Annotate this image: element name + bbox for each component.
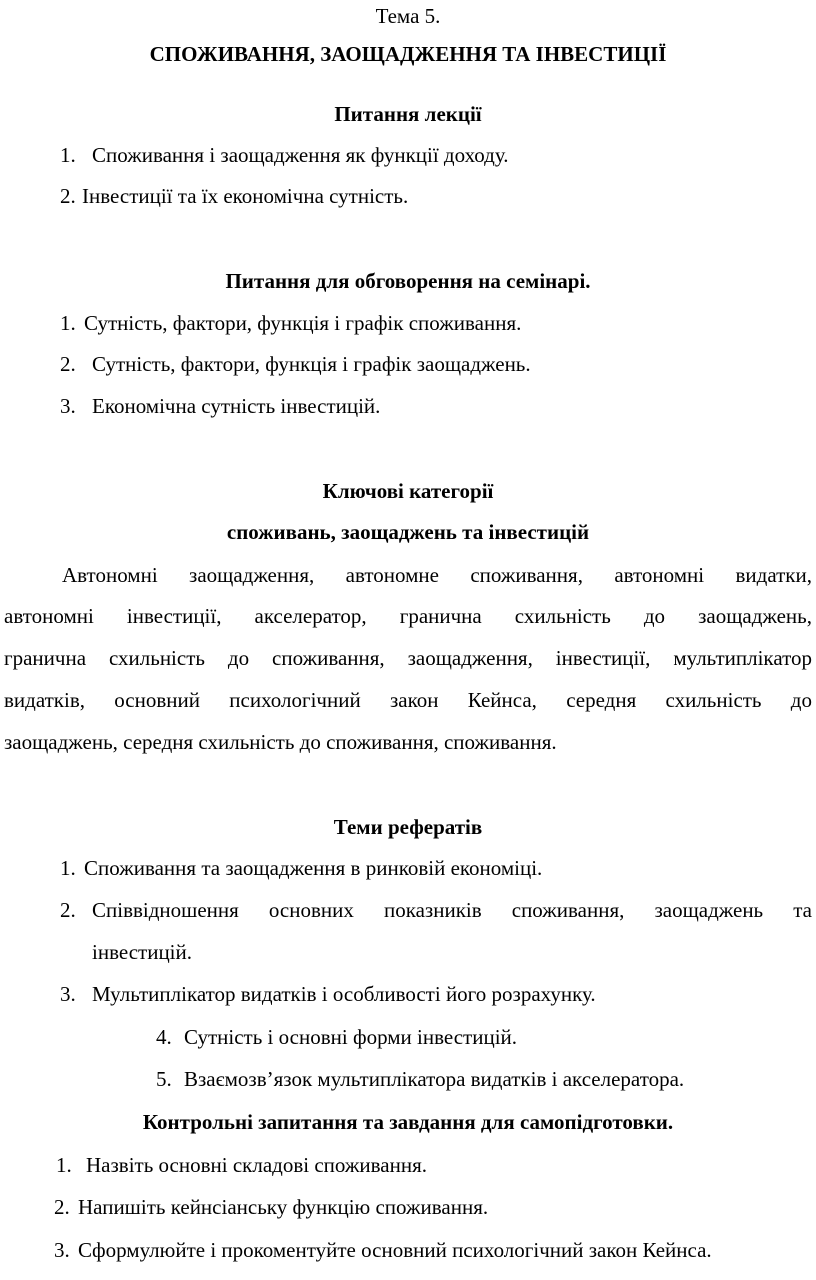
categories-text-line: Автономні заощадження, автономне споживання, автономні видатки, [62, 563, 812, 587]
essay-item-text: Співвідношення основних показників споживання, заощаджень та [92, 898, 812, 922]
essay-item [60, 984, 596, 1005]
topic-label: Тема 5. [375, 4, 441, 28]
self-study-item [54, 1197, 488, 1218]
self-study-item [54, 1240, 712, 1261]
essay-item-number: 2. [60, 898, 76, 922]
seminar-item-number: 1. [60, 311, 76, 335]
categories-text-line: автономні інвестиції, акселератор, гранична схильність до заощаджень, [4, 604, 812, 628]
self-study-heading: Контрольні запитання та завдання для самопідготовки. [142, 1110, 674, 1134]
seminar-item [60, 313, 521, 334]
self-study-item [56, 1155, 427, 1176]
seminar-item-text: Економічна сутність інвестицій. [92, 394, 381, 418]
self-study-item-number: 3. [54, 1238, 70, 1262]
essay-item [156, 1069, 684, 1090]
essay-item [60, 858, 542, 879]
lecture-item [60, 186, 408, 207]
essay-item-text: Споживання та заощадження в ринковій економіці. [84, 856, 543, 880]
lecture-item [60, 145, 509, 166]
essays-heading: Теми рефератів [333, 815, 483, 839]
seminar-item-text: Сутність, фактори, функція і графік споживання. [84, 311, 522, 335]
seminar-item-number: 2. [60, 352, 76, 376]
essay-item [156, 1027, 517, 1048]
lecture-heading: Питання лекції [334, 102, 482, 126]
essay-item-continuation: інвестицій. [92, 940, 193, 964]
seminar-heading: Питання для обговорення на семінарі. [225, 269, 591, 293]
lecture-item-number: 1. [60, 143, 76, 167]
self-study-item-text: Сформулюйте і прокоментуйте основний психологічний закон Кейнса. [78, 1238, 712, 1262]
seminar-item-number: 3. [60, 394, 76, 418]
self-study-item-text: Назвіть основні складові споживання. [86, 1153, 427, 1177]
self-study-item-number: 1. [56, 1153, 72, 1177]
self-study-item-number: 2. [54, 1195, 70, 1219]
main-title: СПОЖИВАННЯ, ЗАОЩАДЖЕННЯ ТА ІНВЕСТИЦІЇ [149, 42, 667, 66]
lecture-item-text: Споживання і заощадження як функції доходу. [92, 143, 509, 167]
self-study-item-text: Напишіть кейнсіанську функцію споживання. [78, 1195, 489, 1219]
categories-text-line: видатків, основний психологічний закон Кейнса, середня схильність до [4, 688, 812, 712]
essay-item-text: Мультиплікатор видатків і особливості його розрахунку. [92, 982, 596, 1006]
essay-item-text: Сутність і основні форми інвестицій. [184, 1025, 518, 1049]
seminar-item [60, 396, 380, 417]
essay-item-number: 5. [156, 1067, 172, 1091]
essay-item-number: 3. [60, 982, 76, 1006]
categories-text-line: заощаджень, середня схильність до споживання, споживання. [4, 730, 557, 754]
lecture-item-text: Інвестиції та їх економічна сутність. [82, 184, 409, 208]
essay-item-number: 1. [60, 856, 76, 880]
essay-item [60, 900, 812, 921]
categories-text-line: гранична схильність до споживання, заощадження, інвестиції, мультиплікатор [4, 646, 812, 670]
seminar-item [60, 354, 531, 375]
categories-heading: Ключові категорії [322, 479, 494, 503]
categories-subheading: споживань, заощаджень та інвестицій [226, 520, 590, 544]
seminar-item-text: Сутність, фактори, функція і графік заощаджень. [92, 352, 531, 376]
essay-item-text: Взаємозв’язок мультиплікатора видатків і акселератора. [184, 1067, 685, 1091]
essay-item-number: 4. [156, 1025, 172, 1049]
lecture-item-number: 2. [60, 184, 76, 208]
